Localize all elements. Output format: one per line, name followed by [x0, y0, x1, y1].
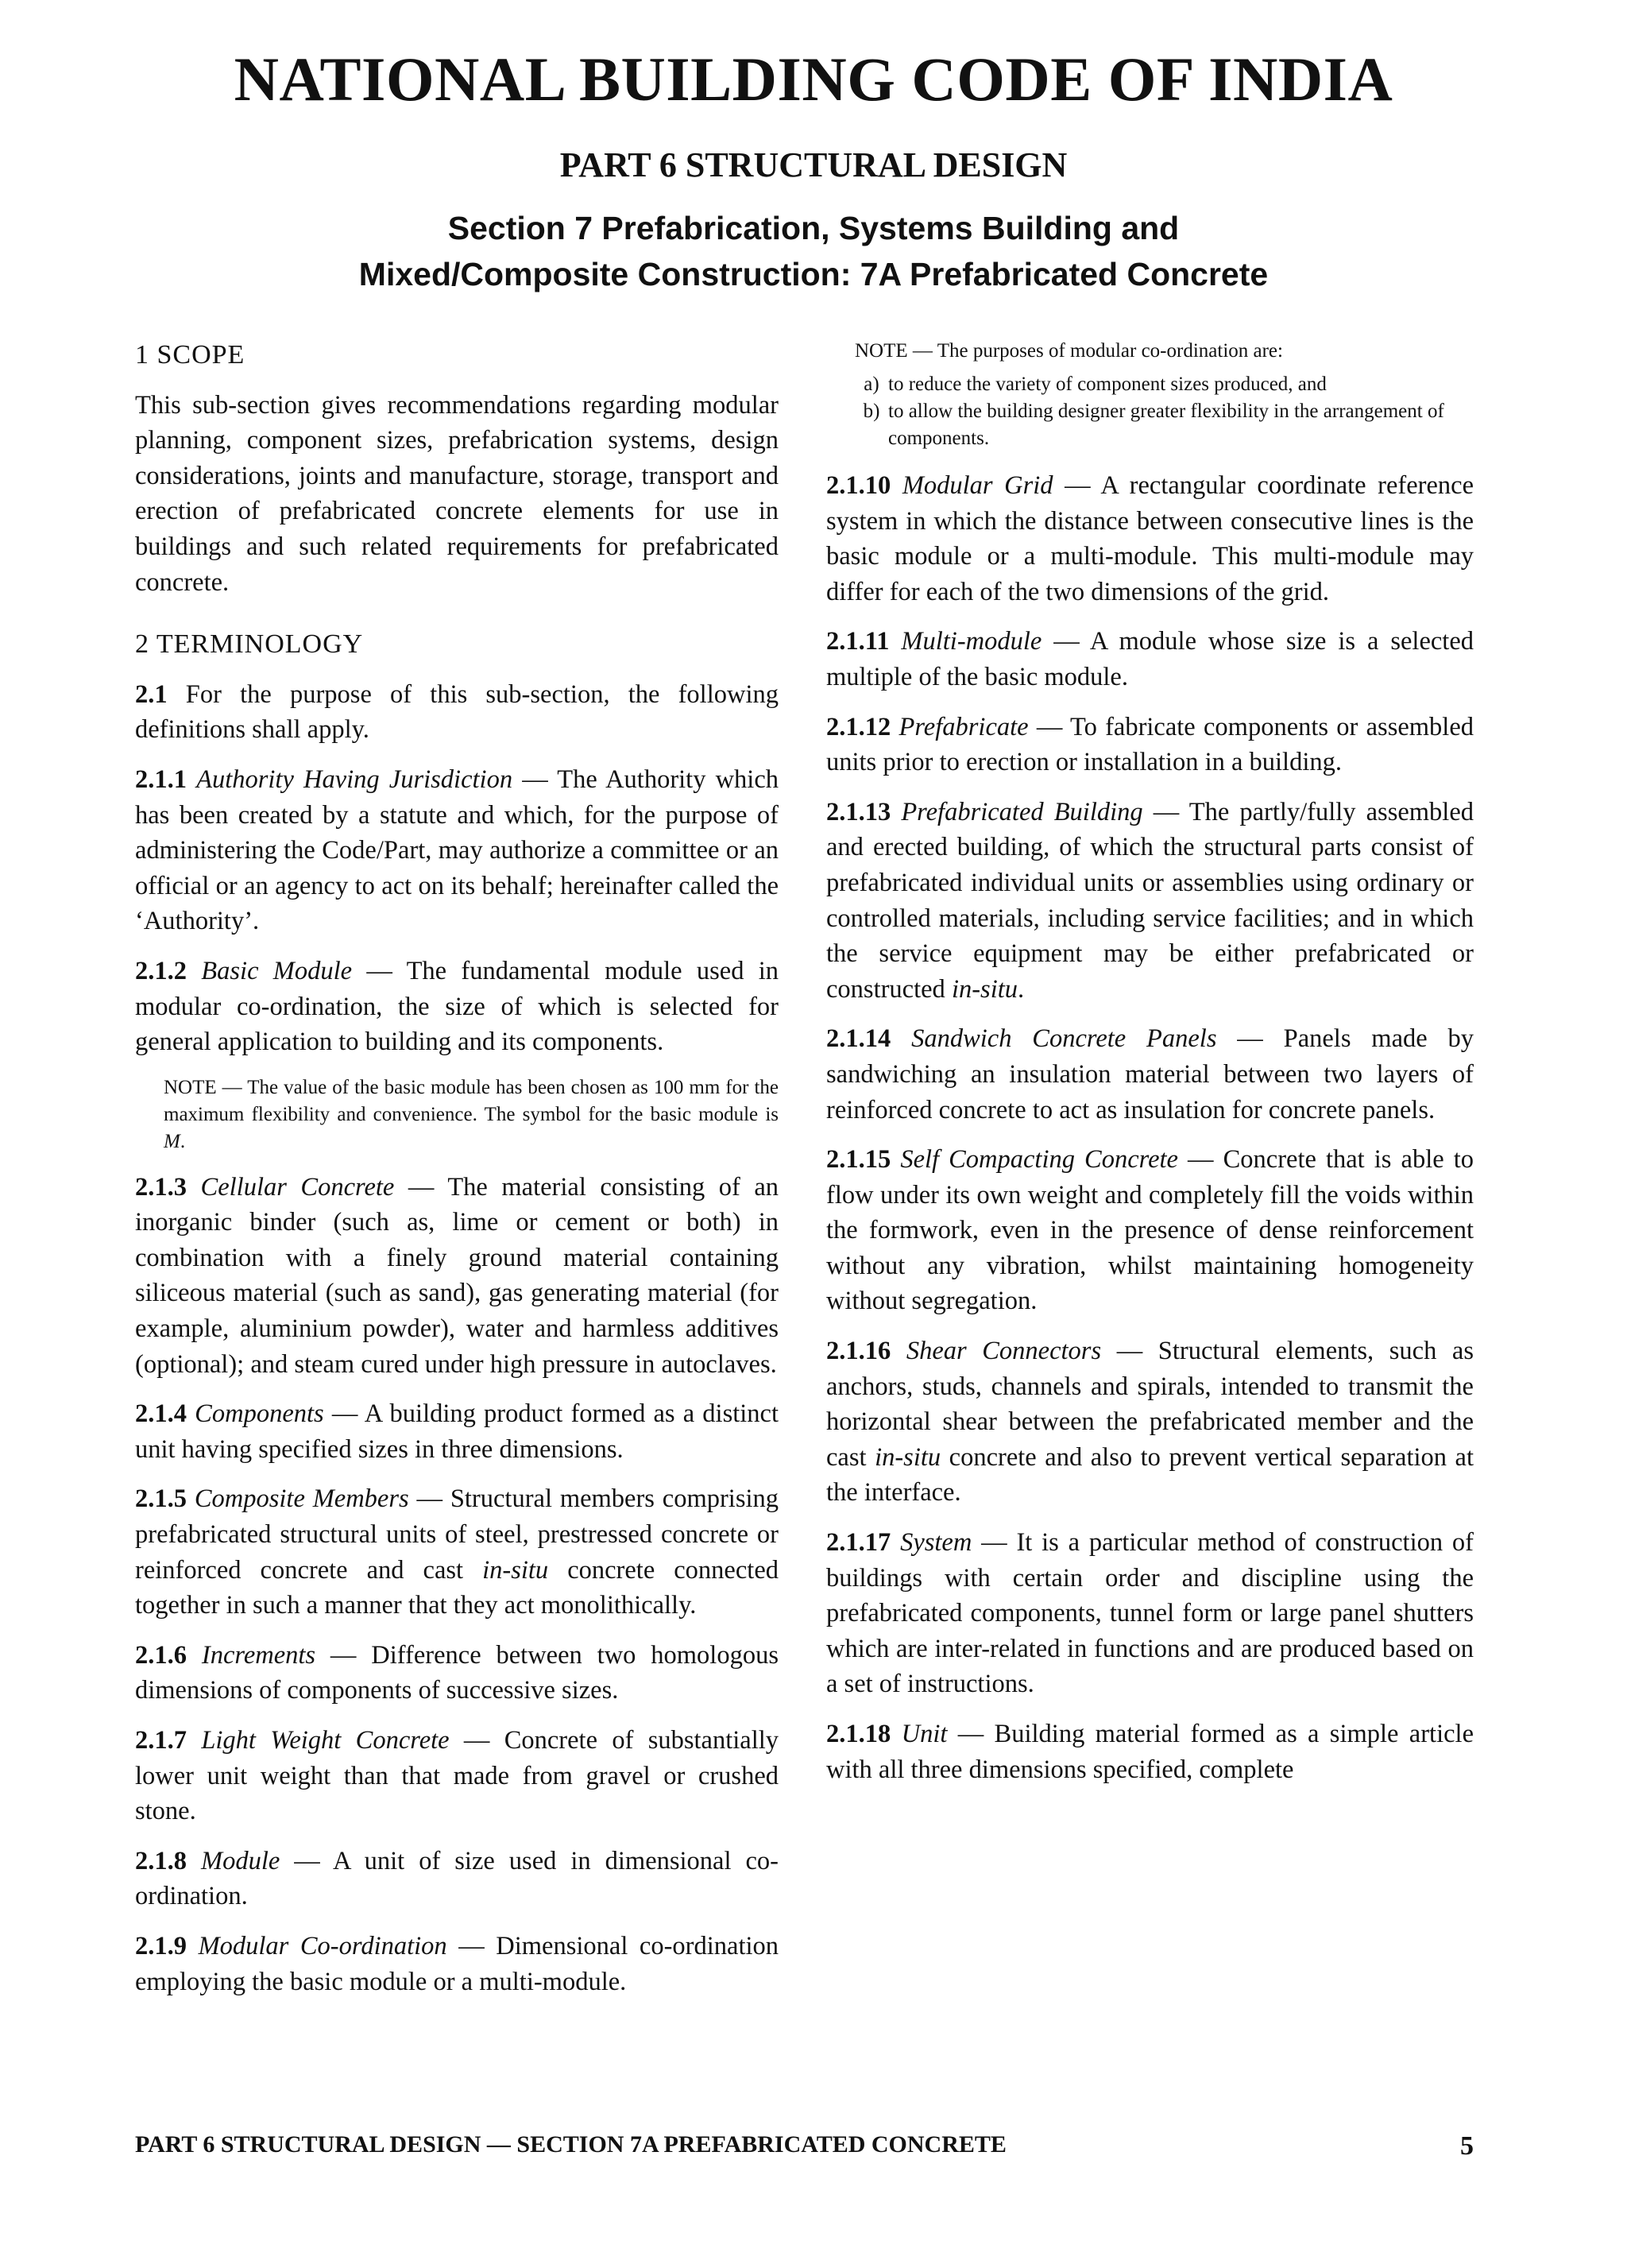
definition-2-1-10: [826, 468, 1474, 610]
clause-number: 2.1.16: [826, 1337, 891, 1366]
definition-text: — A unit of size used in dimensional co-ordination.: [135, 1846, 779, 1911]
clause-number: 2.1.8: [135, 1846, 187, 1875]
defined-term: Multi-module: [901, 627, 1042, 656]
definition-text: — The Authority which has been created by a statute and which, for the purpose of administering the Code/Part, may authorize a committee or an official or an agency to act on its behalf; hereinafter called the ‘Authority’.: [135, 764, 779, 936]
clause-number: 2.1.1: [135, 764, 187, 794]
definition-text: — It is a particular method of construction of buildings with certain order and discipline using the prefabricated components, tunnel form or large panel shutters which are inter-related in functions and are produced based on a set of instructions.: [826, 1528, 1474, 1699]
defined-term: Self Compacting Concrete: [900, 1145, 1178, 1175]
clause-2-1: [135, 677, 779, 748]
definition-2-1-5: [135, 1481, 779, 1623]
clause-number: 2.1.5: [135, 1484, 187, 1514]
clause-number: 2.1.9: [135, 1931, 187, 1960]
definition-2-1-3: [135, 1170, 779, 1383]
clause-number: 2.1.15: [826, 1145, 891, 1175]
definition-text-cont: concrete connected together in such a manner that they act monolithically.: [135, 1555, 779, 1620]
definition-2-1-11: [826, 624, 1474, 695]
scope-paragraph: This sub-section gives recommendations regarding modular planning, component sizes, prefabrication systems, design considerations, joints and manufacture, storage, transport and erection of prefabricated concrete elements for use in buildings and such related requirements for prefabricated concrete.: [135, 390, 779, 597]
section-heading-line-2: Mixed/Composite Construction: 7A Prefabricated Concrete: [358, 256, 1269, 292]
section-heading-line-1: Section 7 Prefabrication, Systems Building and: [447, 210, 1180, 246]
definition-2-1-7: [135, 1723, 779, 1829]
note-end: .: [180, 1130, 186, 1152]
section-heading: [0, 205, 1627, 297]
definition-2-1-12: [826, 710, 1474, 780]
clause-number: 2.1.3: [135, 1172, 187, 1202]
note-basic-module: [164, 1074, 779, 1155]
list-item: [855, 398, 1474, 452]
note-modular-coordination: NOTE — The purposes of modular co-ordination are:: [855, 340, 1283, 362]
list-label: a): [864, 373, 879, 395]
definition-text: — Difference between two homologous dimensions of components of successive sizes.: [135, 1640, 779, 1705]
definition-text: — To fabricate components or assembled units prior to erection or installation in a building.: [826, 712, 1474, 777]
definition-2-1-18: [826, 1716, 1474, 1787]
clause-number: 2.1.18: [826, 1720, 891, 1748]
definition-text-cont: concrete and also to prevent vertical separation at the interface.: [826, 1442, 1474, 1507]
list-item: [855, 371, 1474, 398]
clause-text: For the purpose of this sub-section, the following definitions shall apply.: [135, 679, 779, 745]
scope-heading: 1 SCOPE: [135, 340, 245, 370]
definition-text: — A module whose size is a selected multiple of the basic module.: [826, 627, 1474, 691]
definition-text: — Structural elements, such as anchors, studs, channels and spirals, intended to transmit the horizontal shear between the prefabricated member and the cast: [826, 1337, 1474, 1472]
definition-text: — The partly/fully assembled and erected building, of which the structural parts consist of prefabricated individual units or assemblies using ordinary or controlled materials, including service facilities; and in which the service equipment may be either prefabricated or constructed: [826, 797, 1474, 1004]
defined-term: System: [900, 1528, 972, 1558]
in-situ-term: in-situ: [951, 974, 1018, 1004]
definition-text: — A rectangular coordinate reference system in which the distance between consecutive lines is the basic module or a multi-module. This multi-module may differ for each of the two dimensions of the grid.: [826, 471, 1474, 606]
defined-term: Sandwich Concrete Panels: [911, 1024, 1217, 1054]
defined-term: Increments: [201, 1640, 316, 1670]
defined-term: Unit: [901, 1720, 948, 1748]
definition-2-1-14: [826, 1021, 1474, 1128]
defined-term: Prefabricated Building: [901, 797, 1143, 826]
definition-text: — Panels made by sandwiching an insulation material between two layers of reinforced concrete to act as insulation for concrete panels.: [826, 1024, 1474, 1124]
clause-number: 2.1.6: [135, 1640, 187, 1670]
list-text: to allow the building designer greater flexibility in the arrangement of components.: [888, 401, 1444, 449]
defined-term: Composite Members: [194, 1484, 409, 1514]
clause-number: 2.1.14: [826, 1024, 891, 1054]
definition-2-1-15: [826, 1142, 1474, 1319]
definition-text: — Structural members comprising prefabricated structural units of steel, prestressed concrete or reinforced concrete and cast: [135, 1484, 779, 1585]
note-list: [855, 371, 1474, 452]
definition-2-1-4: [135, 1396, 779, 1467]
clause-number: 2.1: [135, 679, 168, 709]
list-text: to reduce the variety of component sizes produced, and: [888, 373, 1327, 395]
definition-end: .: [1018, 974, 1025, 1004]
defined-term: Basic Module: [201, 956, 353, 985]
document-title: NATIONAL BUILDING CODE OF INDIA: [234, 45, 1393, 114]
definition-2-1-6: [135, 1638, 779, 1709]
clause-number: 2.1.13: [826, 797, 891, 826]
right-column: [826, 338, 1474, 1802]
note-symbol: M: [164, 1130, 180, 1152]
defined-term: Modular Co-ordination: [198, 1931, 447, 1960]
definition-2-1-1: [135, 762, 779, 939]
defined-term: Cellular Concrete: [200, 1172, 395, 1202]
in-situ-term: in-situ: [482, 1555, 549, 1585]
defined-term: Shear Connectors: [906, 1337, 1102, 1366]
defined-term: Prefabricate: [899, 712, 1029, 741]
clause-number: 2.1.4: [135, 1399, 187, 1429]
clause-number: 2.1.2: [135, 956, 187, 985]
definition-2-1-13: [826, 795, 1474, 1008]
in-situ-term: in-situ: [875, 1442, 941, 1472]
part-heading: PART 6 STRUCTURAL DESIGN: [559, 145, 1068, 184]
definition-text: — Dimensional co-ordination employing the basic module or a multi-module.: [135, 1931, 779, 1996]
page-number: 5: [1460, 2131, 1474, 2161]
definition-2-1-2: [135, 954, 779, 1060]
clause-number: 2.1.12: [826, 712, 891, 741]
clause-number: 2.1.11: [826, 627, 890, 656]
definition-text: — The material consisting of an inorganic binder (such as, lime or cement or both) in combination with a finely ground material containing siliceous material (such as sand), gas generating material (for example, aluminium powder), water and harmless additives (optional); and steam cured under high pressure in autoclaves.: [135, 1172, 779, 1379]
definition-text: — The fundamental module used in modular co-ordination, the size of which is selected for general application to building and its components.: [135, 956, 779, 1057]
definition-text: — Building material formed as a simple article with all three dimensions specified, complete: [826, 1720, 1474, 1784]
footer-text: PART 6 STRUCTURAL DESIGN — SECTION 7A PREFABRICATED CONCRETE: [135, 2131, 1007, 2158]
clause-number: 2.1.17: [826, 1528, 891, 1558]
clause-number: 2.1.7: [135, 1726, 187, 1755]
definition-text: — Concrete that is able to flow under its own weight and completely fill the voids within the formwork, even in the presence of dense reinforcement without any vibration, whilst maintaining homogeneity without segregation.: [826, 1145, 1474, 1316]
defined-term: Module: [201, 1846, 280, 1875]
definition-text: — A building product formed as a distinct unit having specified sizes in three dimensions.: [135, 1399, 779, 1464]
clause-number: 2.1.10: [826, 471, 891, 500]
definition-text: — Concrete of substantially lower unit weight than that made from gravel or crushed stone.: [135, 1726, 779, 1826]
page-footer: [135, 2131, 1474, 2161]
definition-2-1-17: [826, 1525, 1474, 1702]
definition-2-1-16: [826, 1333, 1474, 1511]
defined-term: Modular Grid: [902, 471, 1053, 500]
list-label: b): [863, 401, 880, 422]
defined-term: Light Weight Concrete: [201, 1726, 450, 1755]
definition-2-1-8: [135, 1844, 779, 1914]
defined-term: Components: [195, 1399, 324, 1429]
terminology-heading: 2 TERMINOLOGY: [135, 629, 364, 660]
defined-term: Authority Having Jurisdiction: [196, 764, 513, 794]
definition-2-1-9: [135, 1929, 779, 1999]
left-column: [135, 338, 779, 2014]
note-text: NOTE — The value of the basic module has been chosen as 100 mm for the maximum flexibility and convenience. The symbol for the basic module is: [164, 1076, 779, 1125]
